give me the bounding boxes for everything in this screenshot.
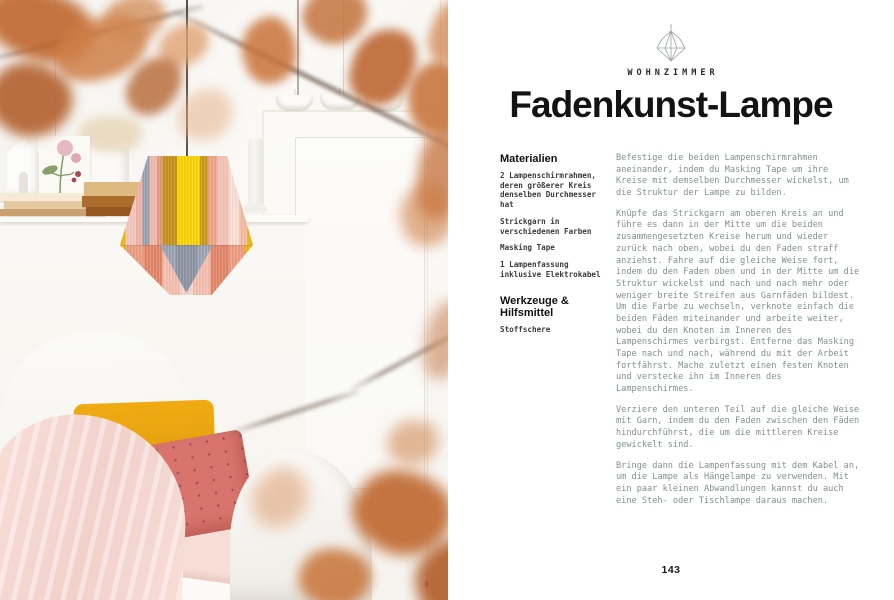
page-title: Fadenkunst-Lampe — [509, 84, 833, 125]
recipe-page — [448, 0, 894, 600]
autumn-leaf — [421, 0, 448, 71]
instruction-paragraph: Bringe dann die Lampenfassung mit dem Kabel an, um die Lampe als Hängelampe zu verwenden. Mit ein paar kleinen Abwandlungen kannst du auch eine Steh- oder Tischlampe daraus machen. — [616, 460, 860, 506]
instruction-paragraph: Verziere den unteren Teil auf die gleiche Weise mit Garn, indem du den Faden zwischen den Fäden hindurchführst, die um die mittleren Kreise gewickelt sind. — [616, 404, 860, 450]
bowl-tip — [294, 89, 296, 95]
candlestick — [248, 137, 263, 213]
materials-heading: Materialien — [500, 153, 558, 165]
botanical-print-card — [38, 136, 90, 200]
instructions — [616, 153, 860, 516]
material-item: 2 Lampenschirmrahmen, deren größerer Kreis denselben Durchmesser hat — [500, 171, 597, 210]
material-item: Masking Tape — [500, 243, 555, 253]
page-number: 143 — [661, 564, 681, 576]
autumn-leaf — [176, 88, 235, 143]
instruction-paragraph: Knüpfe das Strickgarn am oberen Kreis an und führe es dann in der Mitte um die beiden zusammengesetzten Kreise herum und wieder zurück nach oben, wobei du den Faden straff anziehst. Fahre auf die gleiche Weise fort, indem du den Faden oben und in der Mitte um die Struktur wickelst und nach und nach mehr oder weniger breite Streifen aus Garnfäden bildest. Um die Farbe zu wechseln, verknote einfach die beiden Fäden miteinander und arbeite weiter, wobei du den Knoten im Inneren des Lampenschirmes verbirgst. Entferne das Masking Tape nach und nach, während du mit der Arbeit fortfährst. Mache zuletzt einen festen Knoten und verstecke ihn im Inneren des Lampenschirmes. — [616, 208, 860, 395]
white-bowl — [276, 95, 313, 110]
autumn-leaf — [105, 0, 165, 40]
autumn-leaf — [233, 11, 307, 91]
materials-list — [500, 171, 604, 279]
category-label: WOHNZIMMER — [627, 68, 719, 78]
instruction-paragraph: Befestige die beiden Lampenschirmrahmen aneinander, indem du Masking Tape um ihre Kreise mit demselben Durchmesser wickelst, um die Struktur der Lampe zu bilden. — [616, 153, 849, 199]
content-columns — [500, 153, 860, 516]
tools-heading: Werkzeuge & Hilfsmittel — [500, 295, 569, 320]
page-header — [448, 24, 894, 126]
materials-column — [500, 153, 604, 516]
material-item: 1 Lampenfassung inklusive Elektrokabel — [500, 260, 601, 279]
pendant-lamp-icon — [649, 24, 693, 64]
material-item: Strickgarn in verschiedenen Farben — [500, 216, 592, 236]
tools-list — [500, 325, 604, 335]
tool-item: Stoffschere — [500, 325, 551, 335]
botanical-flower-art — [38, 136, 90, 200]
